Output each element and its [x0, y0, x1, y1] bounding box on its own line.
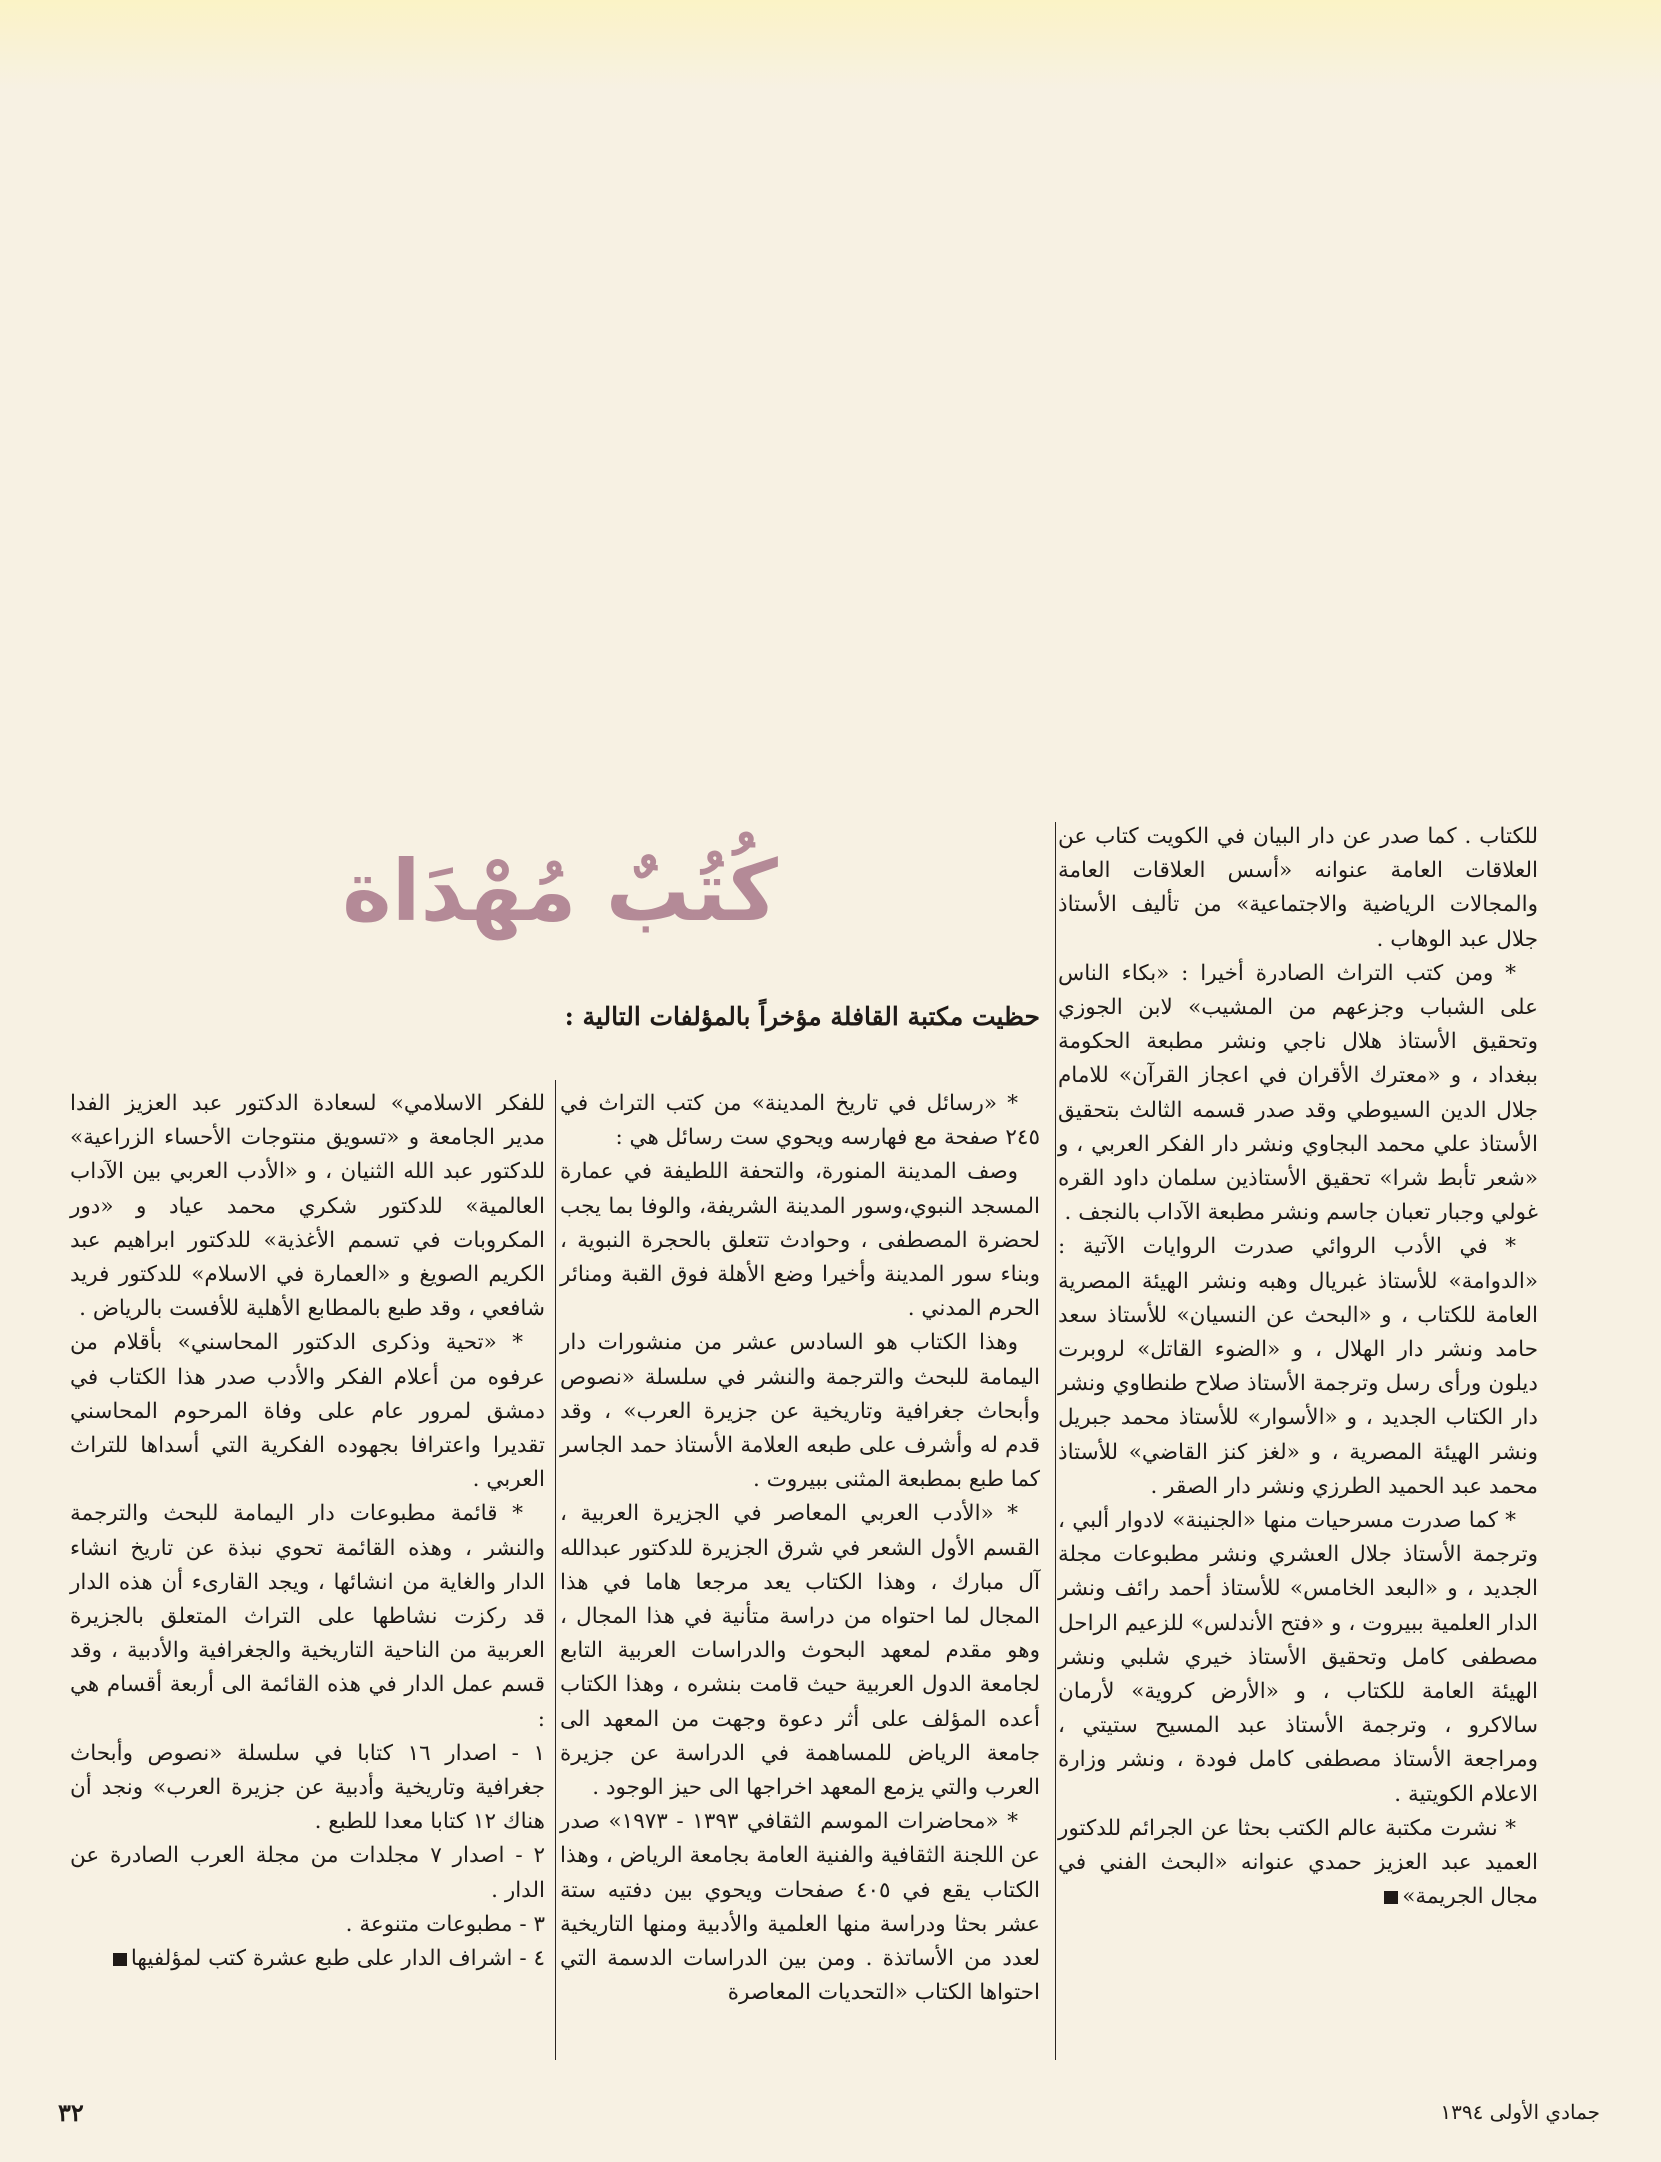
paragraph: * في الأدب الروائي صدرت الروايات الآتية : «الدوامة» للأستاذ غبريال وهبه ونشر الهيئة المصرية العامة للكتاب ، و «البحث عن النسيان» للأستاذ سعد حامد ونشر دار الهلال ، و «الضوء القاتل» لروبرت ديلون ورأى رسل وترجمة الأستاذ صلاح طنطاوي ونشر دار الكتاب الجديد ، و «الأسوار» للأستاذ محمد جبريل ونشر الهيئة المصرية ، و «لغز كنز القاضي» للأستاذ محمد عبد الحميد الطرزي ونشر دار الصقر . [1058, 1234, 1538, 1499]
paragraph: * «رسائل في تاريخ المدينة» من كتب التراث في ٢٤٥ صفحة مع فهارسه ويحوي ست رسائل هي : [560, 1091, 1040, 1151]
intro-heading: حظيت مكتبة القافلة مؤخراً بالمؤلفات التالية : [564, 1002, 1040, 1031]
paragraph-last [1058, 1812, 1538, 1915]
section-title: كُتُبٌ مُهْدَاة [342, 841, 778, 940]
paragraph: * ومن كتب التراث الصادرة أخيرا : «بكاء الناس على الشباب وجزعهم من المشيب» لابن الجوزي وتحقيق الأستاذ هلال ناجي ونشر مطبعة الحكومة ببغداد ، و «معترك الأقران في اعجاز القرآن» للامام جلال الدين السيوطي وقد صدر قسمه الثالث بتحقيق الأستاذ علي محمد البجاوي ونشر دار الفكر العربي ، و «شعر تأبط شرا» تحقيق الأستاذين سلمان داود القره غولي وجبار تعبان جاسم ونشر مطبعة الآداب بالنجف . [1058, 960, 1538, 1226]
list-item: ١ - اصدار ١٦ كتابا في سلسلة «نصوص وأبحاث جغرافية وتاريخية وأدبية عن جزيرة العرب» ونجد أن هناك ١٢ كتابا معدا للطبع . [70, 1740, 545, 1835]
paragraph-text: * نشرت مكتبة عالم الكتب بحثا عن الجرائم للدكتور العميد عبد العزيز حمدي عنوانه «البحث الفني في مجال الجريمة» [1058, 1815, 1538, 1910]
paragraph: للفكر الاسلامي» لسعادة الدكتور عبد العزيز الفدا مدير الجامعة و «تسويق منتوجات الأحساء الزراعية» للدكتور عبد الله الثنيان ، و «الأدب العربي بين الآداب العالمية» للدكتور شكري محمد عياد و «دور المكروبات في تسمم الأغذية» للدكتور ابراهيم عبد الكريم الصويغ و «العمارة في الاسلام» للدكتور فريد شافعي ، وقد طبع بالمطابع الأهلية للأفست بالرياض . [70, 1091, 545, 1322]
article-column-left [70, 1087, 545, 1976]
paragraph: وهذا الكتاب هو السادس عشر من منشورات دار اليمامة للبحث والترجمة والنشر في سلسلة «نصوص وأبحاث جغرافية وتاريخية عن جزيرة العرب» ، وقد قدم له وأشرف على طبعه العلامة الأستاذ حمد الجاسر كما طبع بمطبعة المثنى ببيروت . [560, 1330, 1040, 1493]
column-divider [1055, 822, 1056, 2060]
paragraph: وصف المدينة المنورة، والتحفة اللطيفة في عمارة المسجد النبوي،وسور المدينة الشريفة، والوفا بما يجب لحضرة المصطفى ، وحوادث تتعلق بالحجرة النبوية ، وبناء سور المدينة وأخيرا وضع الأهلة فوق القبة ومنائر الحرم المدني . [560, 1159, 1040, 1322]
article-column-middle [560, 1087, 1040, 2010]
list-item-text: ٤ - اشراف الدار على طبع عشرة كتب لمؤلفيها [130, 1946, 545, 1972]
paragraph: * «الأدب العربي المعاصر في الجزيرة العربية ، القسم الأول الشعر في شرق الجزيرة للدكتور عبدالله آل مبارك ، وهذا الكتاب يعد مرجعا هاما في هذا المجال لما احتواه من دراسة متأنية في هذا المجال ، وهو مقدم لمعهد البحوث والدراسات العربية التابع لجامعة الدول العربية حيث قامت بنشره ، وهذا الكتاب أعده المؤلف على أثر دعوة وجهت من المعهد الى جامعة الرياض للمساهمة في الدراسة عن جزيرة العرب والتي يزمع المعهد اخراجها الى حيز الوجود . [560, 1501, 1040, 1801]
paragraph: * كما صدرت مسرحيات منها «الجنينة» لادوار ألبي ، وترجمة الأستاذ جلال العشري ونشر مطبوعات مجلة الجديد ، و «البعد الخامس» للأستاذ أحمد رائف ونشر الدار العلمية ببيروت ، و «فتح الأندلس» للزعيم الراحل مصطفى كامل وتحقيق الأستاذ خيري شلبي ونشر الهيئة العامة للكتاب ، و «الأرض كروية» لأرمان سالاكرو ، وترجمة الأستاذ عبد المسيح ستيتي ، ومراجعة الأستاذ مصطفى كامل فودة ، ونشر وزارة الاعلام الكويتية . [1058, 1508, 1538, 1807]
end-of-article-mark [1384, 1891, 1398, 1904]
issue-date: جمادي الأولى ١٣٩٤ [1440, 2100, 1600, 2124]
page-number: ٣٢ [58, 2098, 84, 2127]
paragraph: * «محاضرات الموسم الثقافي ١٣٩٣ - ١٩٧٣» صدر عن اللجنة الثقافية والفنية العامة بجامعة الرياض ، وهذا الكتاب يقع في ٤٠٥ صفحات ويحوي بين دفتيه ستة عشر بحثا ودراسة منها العلمية والأدبية ومنها التاريخية لعدد من الأساتذة . ومن بين الدراسات الدسمة التي احتواها الكتاب «التحديات المعاصرة [560, 1809, 1041, 2006]
column-divider [555, 1080, 556, 2060]
list-item-last [70, 1942, 545, 1976]
article-column-right [1058, 820, 1538, 1915]
page-top-tint [0, 0, 1661, 90]
list-item: ٣ - مطبوعات متنوعة . [345, 1911, 545, 1937]
paragraph: * قائمة مطبوعات دار اليمامة للبحث والترجمة والنشر ، وهذه القائمة تحوي نبذة عن تاريخ انشاء الدار والغاية من انشائها ، ويجد القارىء أن هذه الدار قد ركزت نشاطها على التراث المتعلق بالجزيرة العربية من الناحية التاريخية والجغرافية والأدبية ، وقد قسم عمل الدار في هذه القائمة الى أربعة أقسام هي : [70, 1501, 545, 1732]
paragraph: للكتاب . كما صدر عن دار البيان في الكويت كتاب عن العلاقات العامة عنوانه «أسس العلاقات العامة والمجالات الرياضية والاجتماعية» من تأليف الأستاذ جلال عبد الوهاب . [1058, 824, 1538, 952]
list-item: ٢ - اصدار ٧ مجلدات من مجلة العرب الصادرة عن الدار . [70, 1843, 546, 1903]
end-of-article-mark [113, 1953, 127, 1966]
paragraph: * «تحية وذكرى الدكتور المحاسني» بأقلام من عرفوه من أعلام الفكر والأدب صدر هذا الكتاب في دمشق لمرور عام على وفاة المرحوم المحاسني تقديرا واعترافا بجهوده الفكرية التي أسداها للتراث العربي . [70, 1330, 545, 1493]
